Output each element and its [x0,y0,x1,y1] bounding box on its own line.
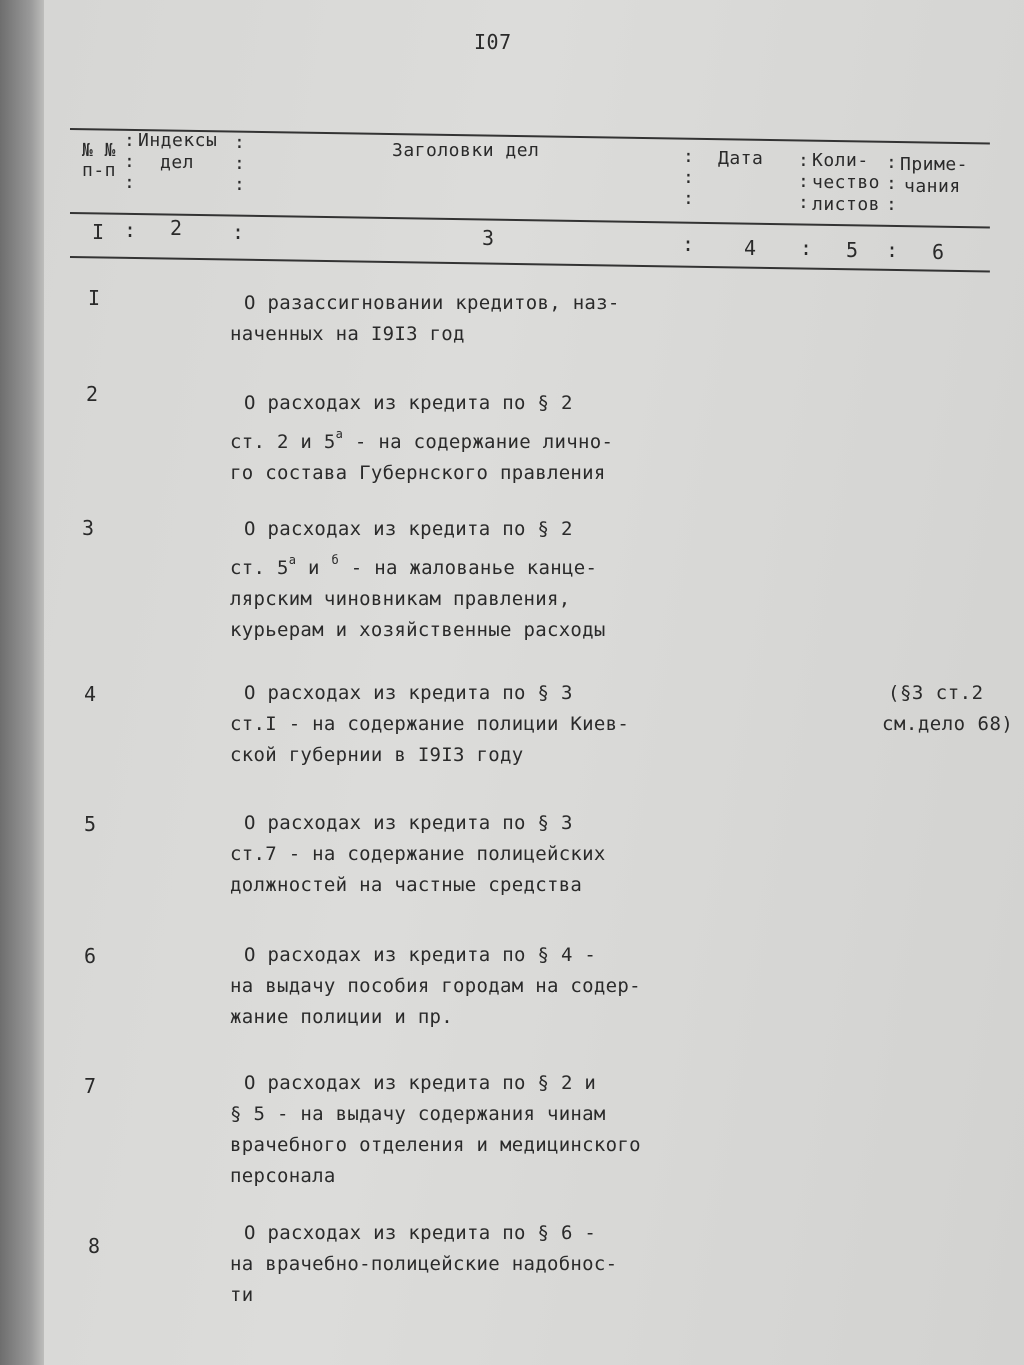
column-separator: : [232,220,245,244]
header-col2-top: Индексы [138,130,218,151]
row-title [230,288,700,350]
title-line [230,545,700,584]
row-number: 7 [84,1074,97,1098]
column-number-6: 6 [932,240,945,264]
title-text: ст. 5 [230,557,289,579]
column-number-3: 3 [482,226,495,250]
superscript: б [331,553,339,567]
header-col6-top: Приме- [900,154,969,175]
header-sep-3: : : : [683,146,695,209]
title-line: ст.7 - на содержание полицейских [230,843,606,865]
title-line: ст.I - на содержание полиции Киев- [230,713,630,735]
row-note [882,678,1013,740]
row-title [230,678,700,771]
title-line: на выдачу пособия городам на содер- [230,975,641,997]
column-separator: : [886,238,899,262]
header-col1-bottom: п-п [82,160,117,181]
row-number: 8 [88,1234,101,1258]
column-number-1: I [92,220,105,244]
row-number: I [88,286,101,310]
header-col2-bottom: дел [160,152,195,173]
title-line: наченных на I9I3 год [230,323,465,345]
row-title [230,1068,700,1192]
page-number: I07 [474,30,512,54]
note-line: см.дело 68) [882,713,1014,735]
row-number: 2 [86,382,99,406]
row-number: 5 [84,812,97,836]
title-line: О расходах из кредита по § 3 [244,682,573,704]
row-number: 3 [82,516,95,540]
header-col5-top: Коли- [812,150,869,171]
title-line: персонала [230,1165,336,1187]
title-line: должностей на частные средства [230,874,583,896]
row-title [230,808,700,901]
row-title [230,388,700,489]
title-line: О расходах из кредита по § 4 - [244,944,597,966]
row-title [230,940,700,1033]
title-line: жание полиции и пр. [230,1006,454,1028]
header-sep-4: : : : [798,150,810,213]
title-line: го состава Губернского правления [230,462,606,484]
title-line: О расходах из кредита по § 2 [244,392,573,414]
column-separators: : [124,218,137,242]
header-col6-bottom: чания [904,176,961,197]
title-line: врачебного отделения и медицинского [230,1134,641,1156]
title-line [230,419,700,458]
title-line: О расходах из кредита по § 6 - [244,1222,597,1244]
header-sep-2: : : : [234,132,246,195]
title-line: на врачебно-полицейские надобнос- [230,1253,618,1275]
title-text: - на содержание лично- [343,431,614,453]
row-number: 6 [84,944,97,968]
column-number-4: 4 [744,236,757,260]
row-title [230,514,700,646]
row-number: 4 [84,682,97,706]
title-text: и [296,557,332,579]
header-col5-bottom: листов [812,194,881,215]
header-sep-1: : : : [124,130,136,193]
row-title [230,1218,700,1311]
title-line: лярским чиновникам правления, [230,588,571,610]
column-separator: : [800,236,813,260]
title-line: ти [230,1284,254,1306]
title-line: О расходах из кредита по § 2 [244,518,573,540]
title-line: О расходах из кредита по § 3 [244,812,573,834]
column-separator: : [682,232,695,256]
title-line: О расходах из кредита по § 2 и [244,1072,597,1094]
header-sep-5: : : : [886,152,898,215]
note-line: (§3 ст.2 [888,682,984,704]
header-col5-mid: чество [812,172,881,193]
title-text: - на жалованье канце- [338,557,598,579]
header-col4: Дата [718,148,764,169]
column-number-5: 5 [846,238,859,262]
header-col3: Заголовки дел [392,140,540,161]
superscript: а [335,427,344,441]
title-line: О разассигновании кредитов, наз- [244,292,620,314]
book-binding [0,0,44,1365]
header-col1-top: № № [82,140,117,161]
title-line: ской губернии в I9I3 году [230,744,524,766]
superscript: а [288,553,297,567]
title-line: § 5 - на выдачу содержания чинам [230,1103,606,1125]
column-number-2: 2 [170,216,183,240]
title-line: курьерам и хозяйственные расходы [230,619,606,641]
title-text: ст. 2 и 5 [230,431,336,453]
